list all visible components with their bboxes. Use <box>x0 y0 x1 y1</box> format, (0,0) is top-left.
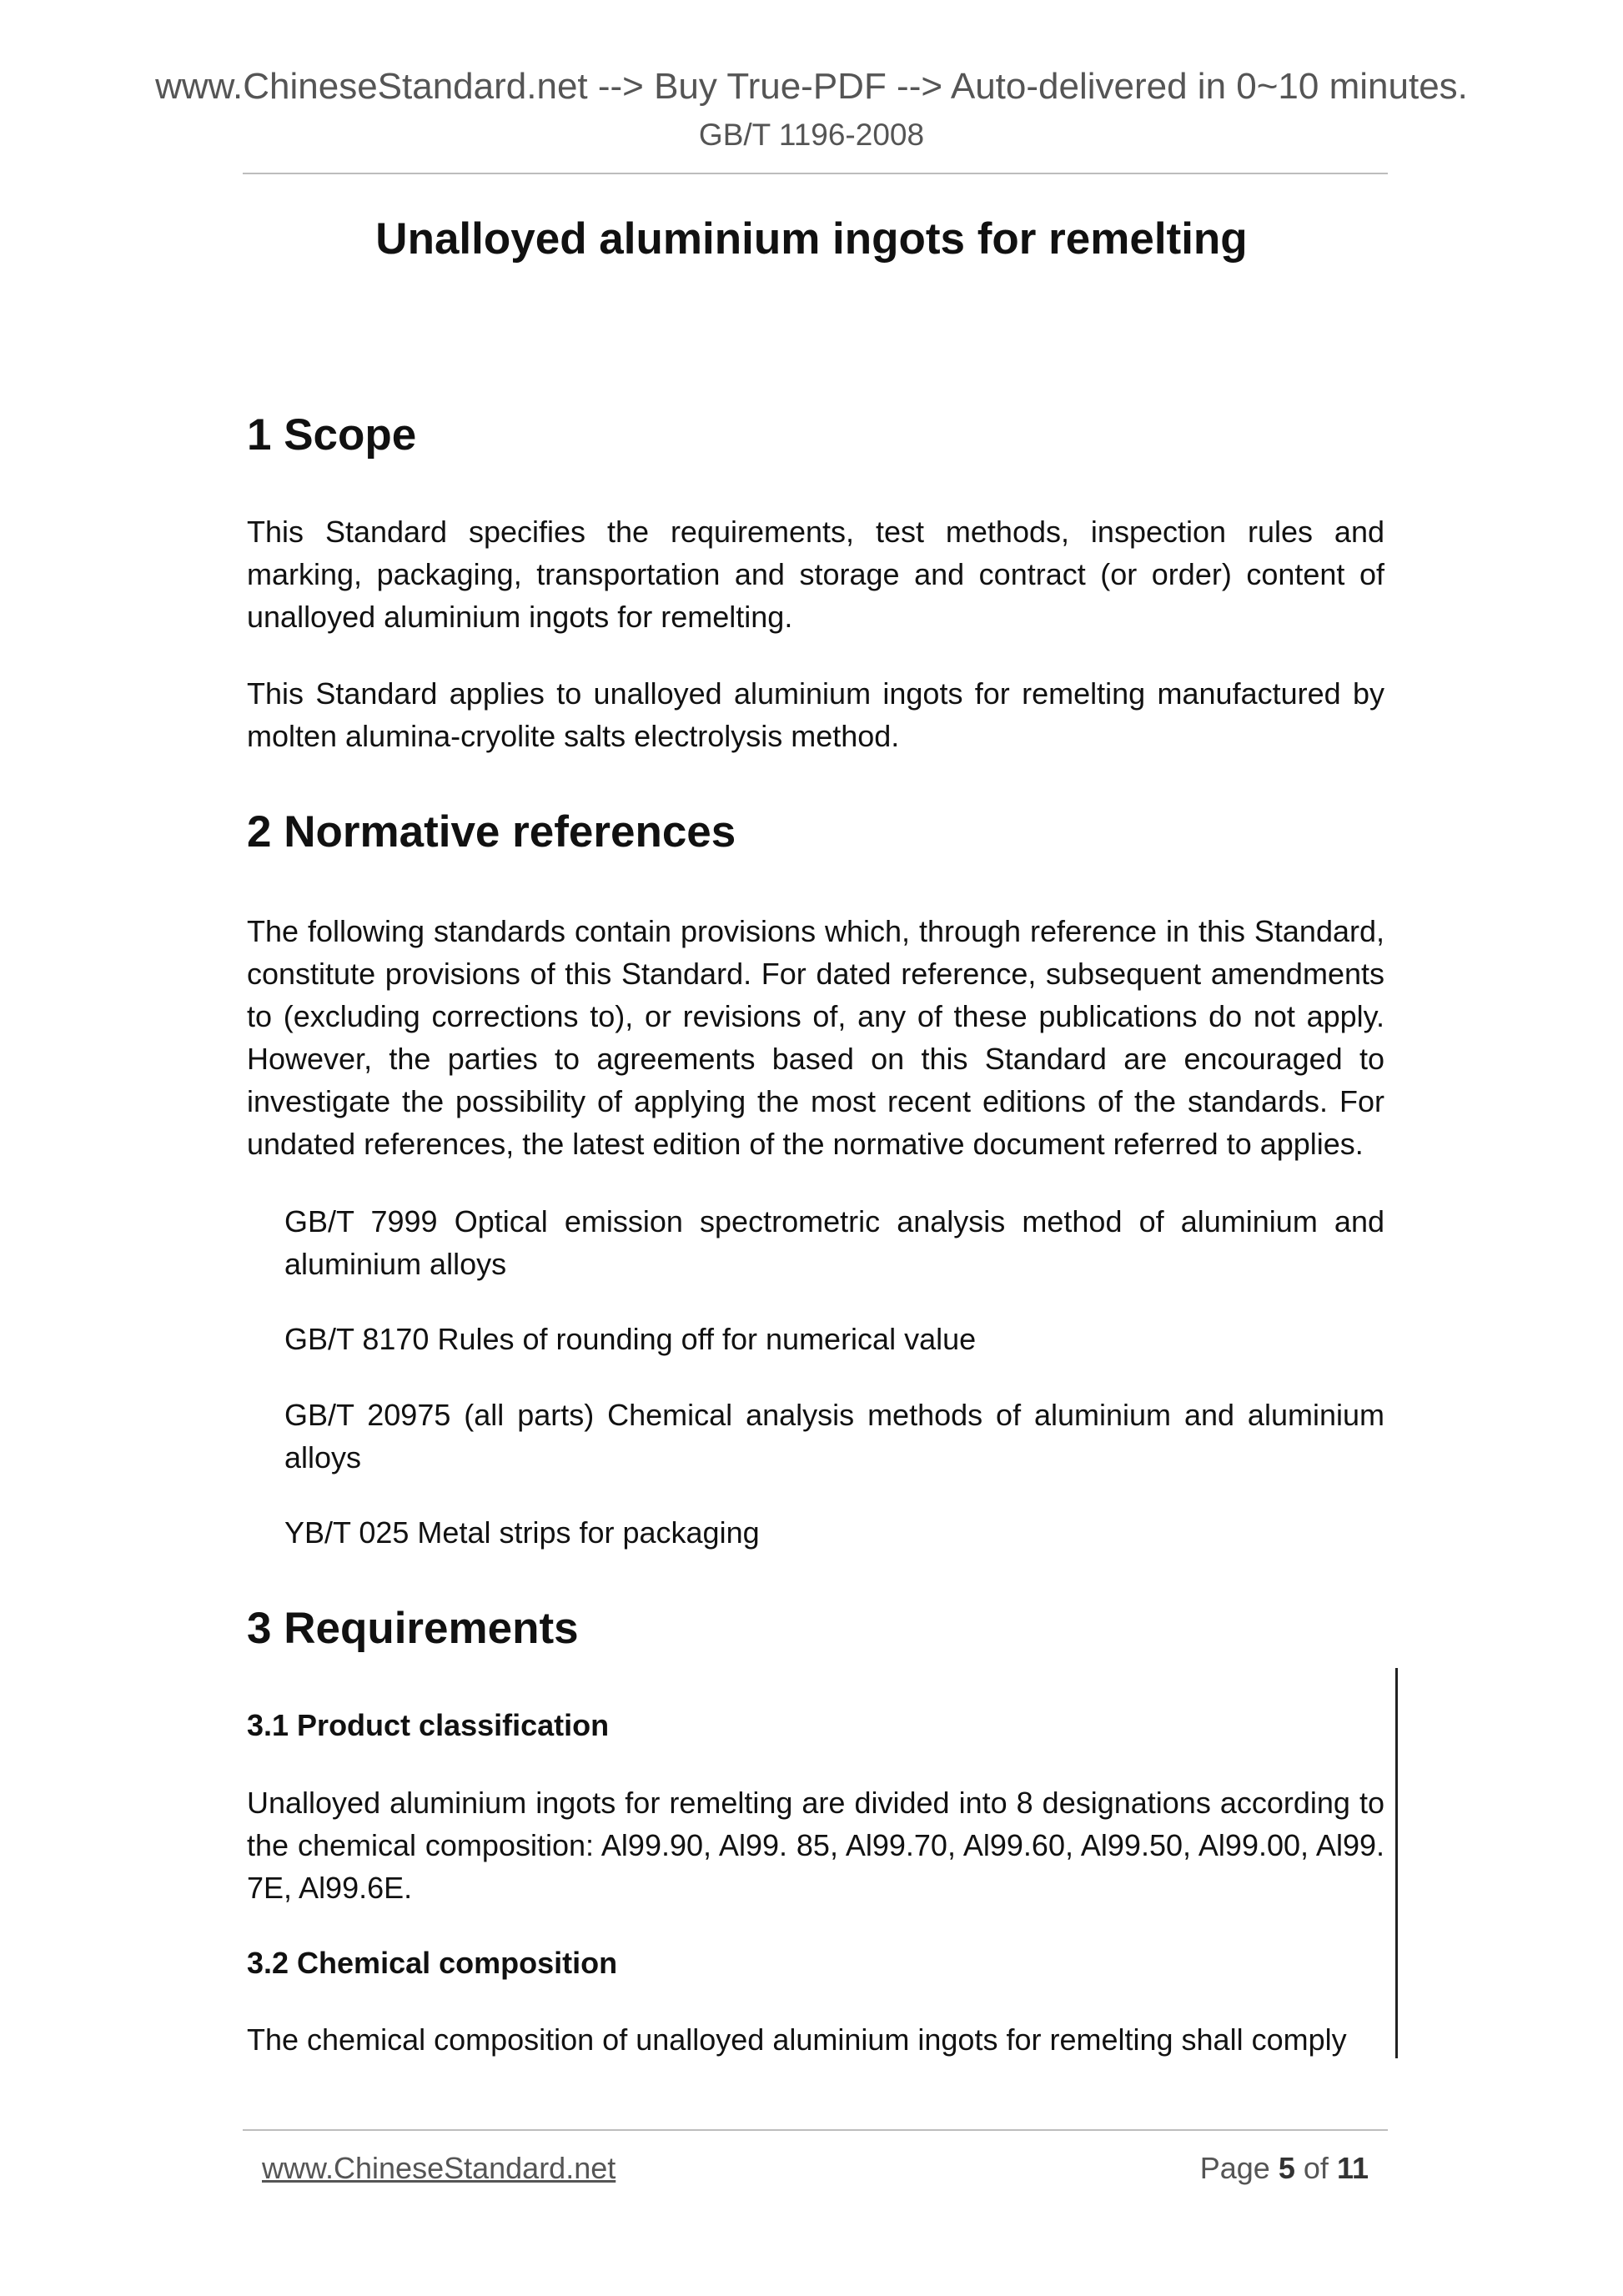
scope-paragraph-2: This Standard applies to unalloyed aluminium ingots for remelting manufactured by molten alumina-cryolite salts electrolysis method. <box>247 676 1384 753</box>
subsection-heading-chemical-composition: 3.2 Chemical composition <box>247 1946 618 1980</box>
page-current: 5 <box>1278 2151 1295 2185</box>
product-classification-paragraph: Unalloyed aluminium ingots for remelting are divided into 8 designations according to the chemical composition: Al99.90, Al99. 85, Al99.70, Al99.60, Al99.50, Al99.00, Al99. 7E, Al99.6E. <box>247 1786 1384 1905</box>
section-heading-normative-references: 2 Normative references <box>247 807 736 857</box>
footer-divider <box>243 2129 1388 2131</box>
standard-code: GB/T 1196-2008 <box>698 118 925 152</box>
page-label: Page <box>1199 2151 1270 2185</box>
reference-item: GB/T 20975 (all parts) Chemical analysis methods of aluminium and aluminium alloys <box>284 1398 1384 1475</box>
page-total: 11 <box>1336 2151 1369 2185</box>
page-number <box>1200 2150 1369 2187</box>
change-bar <box>1395 1668 1398 2058</box>
document-title: Unalloyed aluminium ingots for remelting <box>375 214 1248 264</box>
normative-paragraph: The following standards contain provisions which, through reference in this Standard, constitute provisions of this Standard. For dated reference, subsequent amendments to (excluding corrections to), or revisions of, any of these publications do not apply. However, the parties to agreements based on this Standard are encouraged to investigate the possibility of applying the most recent editions of the standards. For undated references, the latest edition of the normative document referred to applies. <box>247 914 1384 1161</box>
reference-item: YB/T 025 Metal strips for packaging <box>284 1515 760 1550</box>
reference-item: GB/T 7999 Optical emission spectrometric analysis method of aluminium and aluminium alloys <box>284 1204 1384 1281</box>
reference-item: GB/T 8170 Rules of rounding off for numerical value <box>284 1322 977 1356</box>
section-heading-requirements: 3 Requirements <box>247 1604 579 1653</box>
page-of-label: of <box>1303 2151 1329 2185</box>
chemical-composition-paragraph: The chemical composition of unalloyed aluminium ingots for remelting shall comply <box>247 2022 1347 2057</box>
scope-paragraph-1: This Standard specifies the requirements, test methods, inspection rules and marking, packaging, transportation and storage and contract (or order) content of unalloyed aluminium ingots for remelting. <box>247 515 1384 634</box>
subsection-heading-product-classification: 3.1 Product classification <box>247 1708 610 1742</box>
header-banner[interactable]: www.ChineseStandard.net --> Buy True-PDF --> Auto-delivered in 0~10 minutes. <box>155 66 1468 107</box>
footer-website-link[interactable]: www.ChineseStandard.net <box>262 2151 616 2185</box>
section-heading-scope: 1 Scope <box>247 410 417 460</box>
header-divider <box>243 173 1388 174</box>
